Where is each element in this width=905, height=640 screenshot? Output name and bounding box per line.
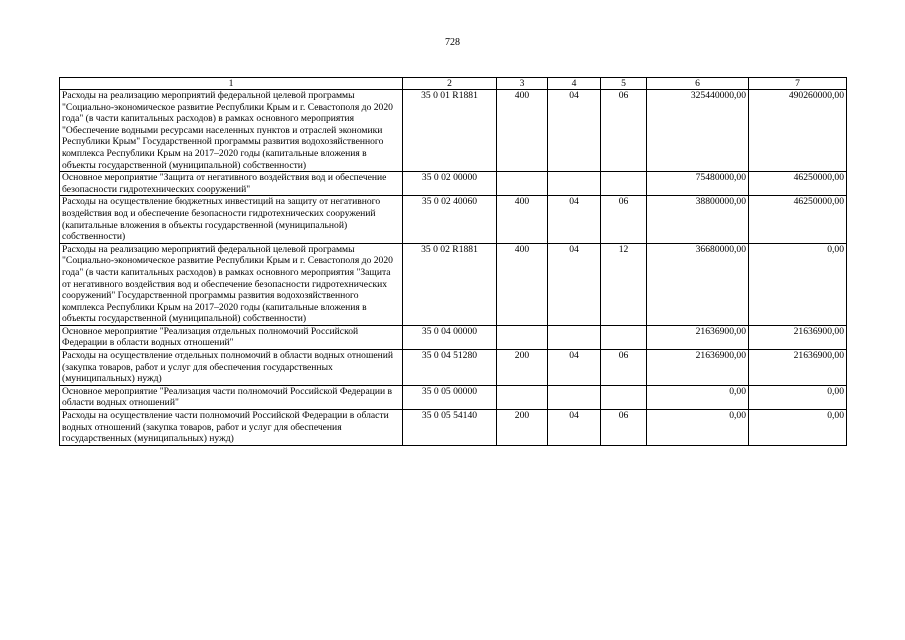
row-amount-col7: 46250000,00 [749, 196, 847, 243]
table-row [60, 350, 847, 386]
row-amount-col6: 75480000,00 [647, 172, 749, 196]
row-amount-col6: 325440000,00 [647, 90, 749, 172]
row-section [548, 172, 601, 196]
row-section [548, 385, 601, 409]
row-subsection: 06 [601, 410, 647, 446]
row-amount-col7: 21636900,00 [749, 325, 847, 349]
table-row [60, 385, 847, 409]
row-code: 35 0 05 00000 [403, 385, 497, 409]
row-subsection [601, 385, 647, 409]
row-expense-type: 400 [497, 243, 548, 325]
row-section: 04 [548, 243, 601, 325]
column-header: 7 [749, 78, 847, 90]
page-number: 728 [445, 37, 460, 48]
row-subsection [601, 325, 647, 349]
row-amount-col7: 0,00 [749, 410, 847, 446]
row-amount-col6: 21636900,00 [647, 350, 749, 386]
row-code: 35 0 02 40060 [403, 196, 497, 243]
row-subsection: 06 [601, 196, 647, 243]
row-section: 04 [548, 410, 601, 446]
row-code: 35 0 04 51280 [403, 350, 497, 386]
row-section: 04 [548, 196, 601, 243]
table-row [60, 90, 847, 172]
row-expense-type [497, 172, 548, 196]
row-subsection: 06 [601, 90, 647, 172]
row-expense-type: 200 [497, 410, 548, 446]
row-subsection [601, 172, 647, 196]
row-amount-col7: 0,00 [749, 385, 847, 409]
row-amount-col6: 38800000,00 [647, 196, 749, 243]
row-expense-type: 400 [497, 90, 548, 172]
row-amount-col7: 0,00 [749, 243, 847, 325]
row-code: 35 0 02 00000 [403, 172, 497, 196]
column-header: 4 [548, 78, 601, 90]
column-header: 1 [60, 78, 403, 90]
column-header: 6 [647, 78, 749, 90]
row-description: Основное мероприятие "Реализация отдельных полномочий Российской Федерации в области водных отношений" [60, 325, 403, 349]
row-subsection: 12 [601, 243, 647, 325]
row-section [548, 325, 601, 349]
budget-table [59, 77, 847, 446]
table-row [60, 325, 847, 349]
row-subsection: 06 [601, 350, 647, 386]
table-row [60, 410, 847, 446]
table-row [60, 172, 847, 196]
row-description: Основное мероприятие "Защита от негативного воздействия вод и обеспечение безопасности гидротехнических сооружений" [60, 172, 403, 196]
column-header: 5 [601, 78, 647, 90]
table-row [60, 243, 847, 325]
row-description: Расходы на реализацию мероприятий федеральной целевой программы "Социально-экономическое развитие Республики Крым и г. Севастополя до 2020 года" (в части капитальных расходов) в рамках основного мероприятия "Обеспечение водными ресурсами населенных пунктов и отраслей экономики Республики Крым" Государственной программы развития водохозяйственного комплекса Республики Крым на 2017–2020 годы (капитальные вложения в объекты государственной (муниципальной) собственности) [60, 90, 403, 172]
row-amount-col7: 46250000,00 [749, 172, 847, 196]
row-amount-col6: 21636900,00 [647, 325, 749, 349]
row-amount-col6: 0,00 [647, 410, 749, 446]
row-amount-col6: 36680000,00 [647, 243, 749, 325]
row-amount-col7: 21636900,00 [749, 350, 847, 386]
row-amount-col6: 0,00 [647, 385, 749, 409]
column-header: 3 [497, 78, 548, 90]
row-expense-type [497, 385, 548, 409]
row-code: 35 0 05 54140 [403, 410, 497, 446]
header-row [60, 78, 847, 90]
row-description: Расходы на осуществление части полномочий Российской Федерации в области водных отношений (закупка товаров, работ и услуг для обеспечения государственных (муниципальных) нужд) [60, 410, 403, 446]
row-section: 04 [548, 350, 601, 386]
row-amount-col7: 490260000,00 [749, 90, 847, 172]
row-expense-type [497, 325, 548, 349]
row-code: 35 0 04 00000 [403, 325, 497, 349]
row-description: Основное мероприятие "Реализация части полномочий Российской Федерации в области водных отношений" [60, 385, 403, 409]
row-description: Расходы на осуществление отдельных полномочий в области водных отношений (закупка товаров, работ и услуг для обеспечения государственных (муниципальных) нужд) [60, 350, 403, 386]
table-row [60, 196, 847, 243]
row-description: Расходы на осуществление бюджетных инвестиций на защиту от негативного воздействия вод и обеспечение безопасности гидротехнических сооружений (капитальные вложения в объекты государственной (муниципальной) собственности) [60, 196, 403, 243]
column-header: 2 [403, 78, 497, 90]
row-code: 35 0 02 R1881 [403, 243, 497, 325]
row-description: Расходы на реализацию мероприятий федеральной целевой программы "Социально-экономическое развитие Республики Крым и г. Севастополя до 2020 года" (в части капитальных расходов) в рамках основного мероприятия "Защита от негативного воздействия вод и обеспечение безопасности гидротехнических сооружений" Государственной программы развития водохозяйственного комплекса Республики Крым на 2017–2020 годы (капитальные вложения в объекты государственной (муниципальной) собственности) [60, 243, 403, 325]
row-section: 04 [548, 90, 601, 172]
row-expense-type: 200 [497, 350, 548, 386]
row-code: 35 0 01 R1881 [403, 90, 497, 172]
row-expense-type: 400 [497, 196, 548, 243]
